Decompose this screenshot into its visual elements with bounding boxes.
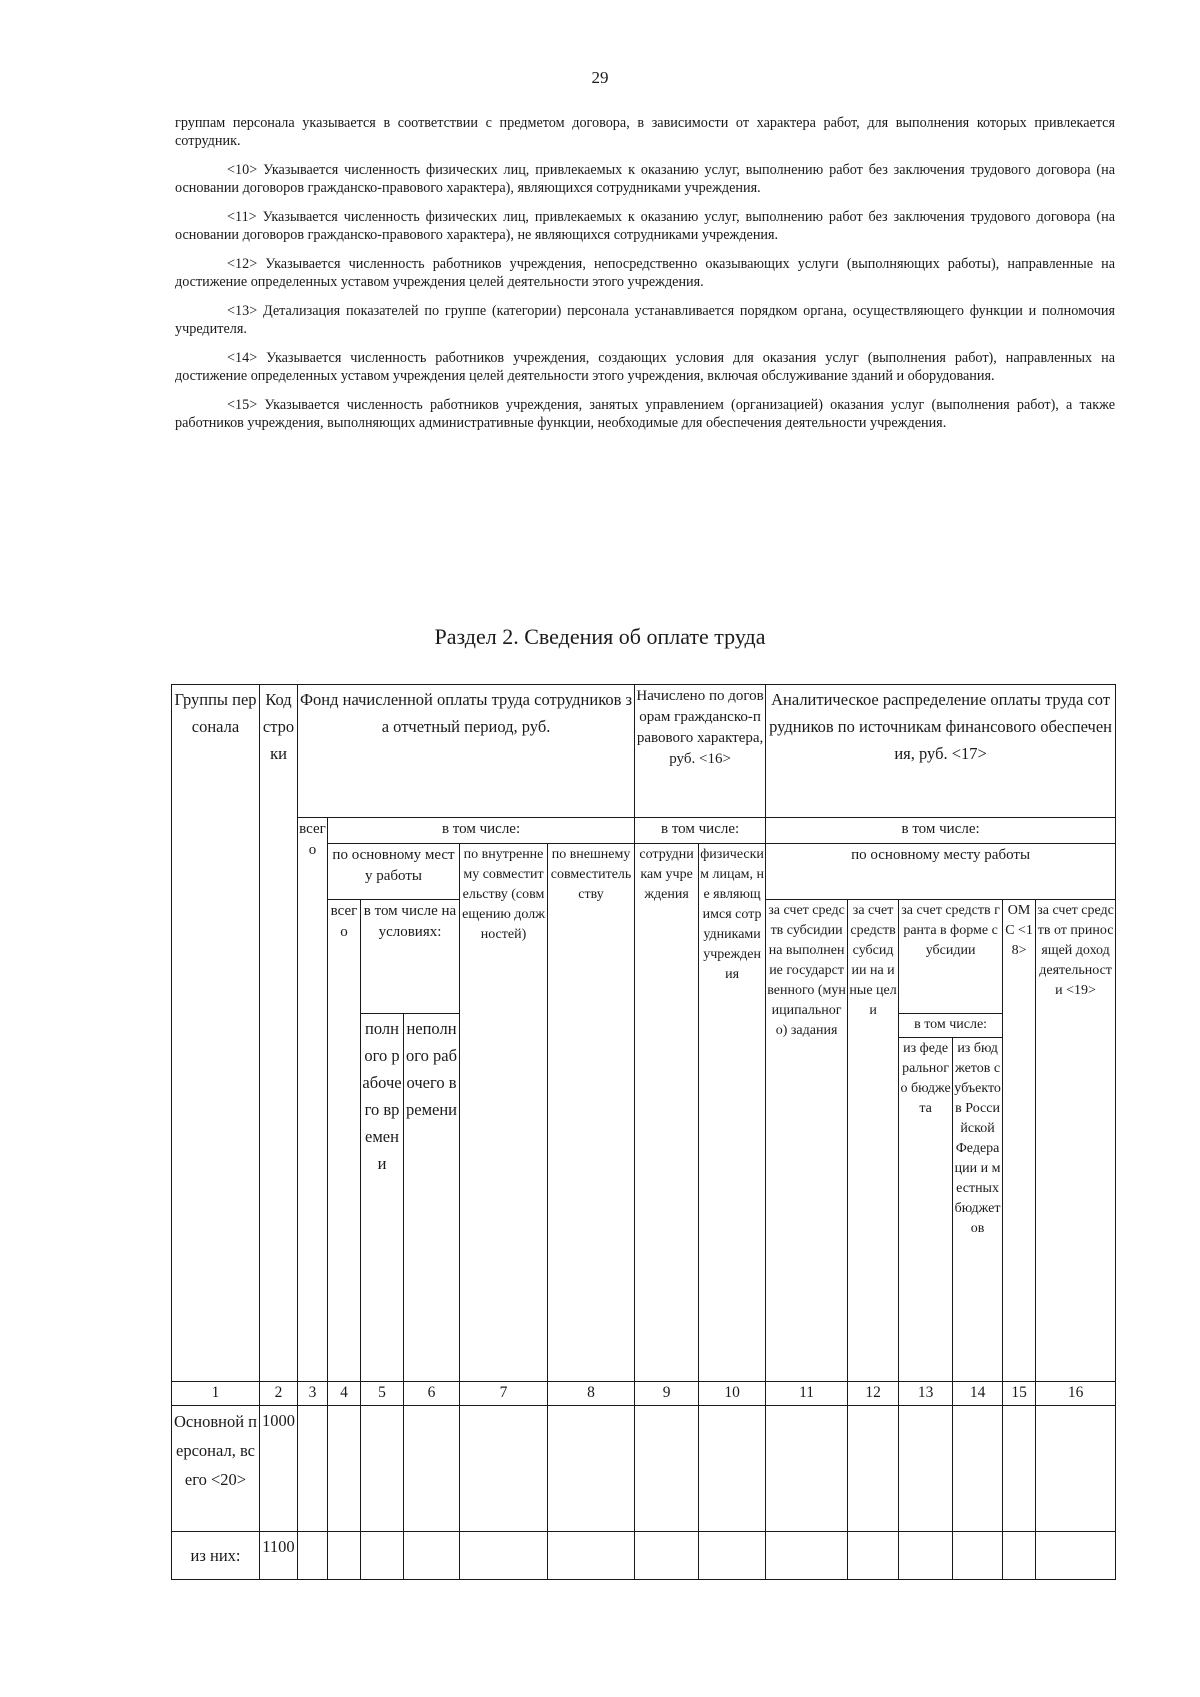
- header-part-time: неполного рабочего времени: [404, 1014, 460, 1382]
- header-full-time: полного рабочего времени: [361, 1014, 404, 1382]
- header-internal: по внутреннему совместительству (совмещению должностей): [460, 844, 548, 1382]
- column-number: 2: [260, 1382, 298, 1405]
- table-cell: [635, 1405, 699, 1531]
- table-cell: [848, 1532, 899, 1580]
- footnote-9-continuation: группам персонала указывается в соответствии с предметом договора, в зависимости от характера работ, для выполнения которых привлекается сотрудник.: [175, 115, 1115, 149]
- header-grant-incl: в том числе:: [899, 1014, 1003, 1037]
- table-cell: [404, 1532, 460, 1580]
- header-analytic-main: по основному месту работы: [766, 844, 1116, 900]
- column-number: 9: [635, 1382, 699, 1405]
- table-cell: [328, 1405, 361, 1531]
- table-cell: [361, 1532, 404, 1580]
- column-number: 1: [172, 1382, 260, 1405]
- table-cell: [1036, 1532, 1116, 1580]
- header-income: за счет средств от приносящей доход деятельности <19>: [1036, 900, 1116, 1382]
- table-cell: [699, 1405, 766, 1531]
- salary-table: [171, 684, 1116, 1580]
- footnote-13: <13> Детализация показателей по группе (категории) персонала устанавливается порядком органа, осуществляющего функции и полномочия учредителя.: [175, 303, 1115, 337]
- header-regional-budgets: из бюджетов субъектов Российской Федерации и местных бюджетов: [953, 1037, 1003, 1382]
- header-fund: Фонд начисленной оплаты труда сотрудников за отчетный период, руб.: [298, 685, 635, 818]
- page-number: 29: [591, 68, 609, 87]
- column-number: 13: [899, 1382, 953, 1405]
- header-civil-staff: сотрудникам учреждения: [635, 844, 699, 1382]
- table-cell: [548, 1532, 635, 1580]
- table-cell: [361, 1405, 404, 1531]
- header-fund-total: всего: [298, 817, 328, 1382]
- column-number: 15: [1003, 1382, 1036, 1405]
- table-cell: [848, 1405, 899, 1531]
- column-number: 16: [1036, 1382, 1116, 1405]
- header-main-place: по основному месту работы: [328, 844, 460, 900]
- table-cell: [899, 1405, 953, 1531]
- column-number: 7: [460, 1382, 548, 1405]
- column-number: 3: [298, 1382, 328, 1405]
- header-subsidy-task: за счет средств субсидии на выполнение государственного (муниципального) задания: [766, 900, 848, 1382]
- table-cell: [1003, 1405, 1036, 1531]
- table-row: [172, 1405, 1116, 1531]
- header-external: по внешнему совместительству: [548, 844, 635, 1382]
- header-grant: за счет средств гранта в форме субсидии: [899, 900, 1003, 1014]
- header-analytic: Аналитическое распределение оплаты труда сотрудников по источникам финансового обеспечения, руб. <17>: [766, 685, 1116, 818]
- header-civil-incl: в том числе:: [635, 817, 766, 844]
- header-main-incl-conditions: в том числе на условиях:: [361, 900, 460, 1014]
- header-civil-nonstaff: физическим лицам, не являющимся сотрудниками учреждения: [699, 844, 766, 1382]
- row-label: из них:: [172, 1532, 260, 1580]
- row-label: Основной персонал, всего <20>: [172, 1405, 260, 1531]
- header-oms: ОМС <18>: [1003, 900, 1036, 1382]
- table-cell: [699, 1532, 766, 1580]
- row-code: 1000: [260, 1405, 298, 1531]
- footnotes: [175, 115, 1115, 444]
- table-cell: [460, 1532, 548, 1580]
- footnote-12: <12> Указывается численность работников учреждения, непосредственно оказывающих услуги (выполняющих работы), направленные на достижение определенных уставом учреждения целей деятельности этого учреждения.: [175, 256, 1115, 290]
- column-number: 8: [548, 1382, 635, 1405]
- header-groups: Группы персонала: [172, 685, 260, 1382]
- header-main-total: всего: [328, 900, 361, 1382]
- table-cell: [298, 1532, 328, 1580]
- header-analytic-incl: в том числе:: [766, 817, 1116, 844]
- column-number: 4: [328, 1382, 361, 1405]
- header-civil-contracts: Начислено по договорам гражданско-правового характера, руб. <16>: [635, 685, 766, 818]
- header-fund-incl: в том числе:: [328, 817, 635, 844]
- header-code: Код строки: [260, 685, 298, 1382]
- column-number: 10: [699, 1382, 766, 1405]
- table-cell: [635, 1532, 699, 1580]
- table-cell: [953, 1532, 1003, 1580]
- footnote-15: <15> Указывается численность работников учреждения, занятых управлением (организацией) оказания услуг (выполнения работ), а также работников учреждения, выполняющих административные функции, необходимые для обеспечения деятельности учреждения.: [175, 397, 1115, 431]
- table-cell: [298, 1405, 328, 1531]
- footnote-10: <10> Указывается численность физических лиц, привлекаемых к оказанию услуг, выполнению работ без заключения трудового договора (на основании договоров гражданско-правового характера), являющихся сотрудниками учреждения.: [175, 162, 1115, 196]
- footnote-11: <11> Указывается численность физических лиц, привлекаемых к оказанию услуг, выполнению работ без заключения трудового договора (на основании договоров гражданско-правового характера), не являющихся сотрудниками учреждения.: [175, 209, 1115, 243]
- table-cell: [899, 1532, 953, 1580]
- table-cell: [766, 1405, 848, 1531]
- table-cell: [548, 1405, 635, 1531]
- table-cell: [328, 1532, 361, 1580]
- column-number: 14: [953, 1382, 1003, 1405]
- table-cell: [953, 1405, 1003, 1531]
- table-row: [172, 1532, 1116, 1580]
- column-number: 12: [848, 1382, 899, 1405]
- table-cell: [460, 1405, 548, 1531]
- table-cell: [404, 1405, 460, 1531]
- section-title: Раздел 2. Сведения об оплате труда: [434, 624, 766, 649]
- column-number: 5: [361, 1382, 404, 1405]
- header-federal-budget: из федерального бюджета: [899, 1037, 953, 1382]
- header-subsidy-other: за счет средств субсидии на иные цели: [848, 900, 899, 1382]
- footnote-14: <14> Указывается численность работников учреждения, создающих условия для оказания услуг (выполнения работ), направленных на достижение определенных уставом учреждения целей деятельности этого учреждения, включая обслуживание зданий и оборудования.: [175, 350, 1115, 384]
- table-cell: [1036, 1405, 1116, 1531]
- column-number: 11: [766, 1382, 848, 1405]
- row-code: 1100: [260, 1532, 298, 1580]
- table-cell: [766, 1532, 848, 1580]
- column-number: 6: [404, 1382, 460, 1405]
- table-cell: [1003, 1532, 1036, 1580]
